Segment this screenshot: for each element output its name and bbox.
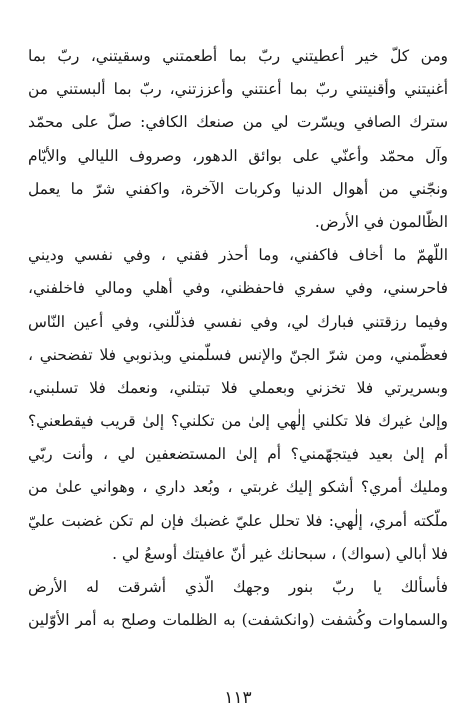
text-line: ونجّني من أهوال الدنيا وكربات الآخرة، واكفني شرّ ما يعمل	[28, 179, 448, 198]
text-line: سترك الصافي ويسّرت لي من صنعك الكافي: صلّ على محمّد	[28, 113, 448, 132]
book-page	[28, 40, 448, 708]
text-line: الظّالمون في الأرض.	[314, 212, 448, 231]
text-line: أم إلىٰ بعيد فيتجهّمني؟ أم إلىٰ المستضعفين لي ، وأنت ربّي	[28, 445, 448, 464]
text-line: ومليك أمري؟ أشكو إليك غربتي ، وبُعد داري ، وهواني علىٰ من	[28, 478, 448, 497]
page-number: ١١٣	[224, 688, 252, 708]
paragraph-1	[28, 40, 448, 239]
text-line: فاحرسني، وفي سفري فاحفظني، وفي أهلي ومالي فاخلفني،	[28, 279, 448, 298]
text-line: والسماوات وكُشفت (وانكشفت) به الظلمات وصلح به أمر الأوّلين	[28, 611, 448, 630]
text-line: وآل محمّد وأعنّي على بوائق الدهور، وصروف الليالي والأيّام	[28, 146, 448, 165]
text-line: اللّهمّ ما أخاف فاكفني، وما أحذر فقني ، وفي نفسي وديني	[28, 246, 448, 265]
text-line: فعظّمني، ومن شرّ الجنّ والإنس فسلّمني وبذنوبي فلا تفضحني ،	[28, 345, 448, 364]
text-line: فلا أبالي (سواك) ، سبحانك غير أنّ عافيتك أوسعُ لي .	[112, 544, 448, 563]
text-line: ومن كلّ خير أعطيتني ربّ بما أطعمتني وسقيتني، ربّ بما	[28, 47, 448, 65]
page-body-text	[28, 40, 448, 637]
text-line: أغنيتني وأقنيتني ربّ بما أعنتني وأعززتني، ربّ بما ألبستني من	[28, 80, 448, 99]
text-line: فأسألك يا ربّ بنور وجهك الّذي أشرقت له الأرض	[28, 578, 448, 596]
text-line: وإلىٰ غيرك فلا تكلني إلٰهي إلىٰ من تكلني؟ إلىٰ قريب فيقطعني؟	[28, 412, 448, 431]
paragraph-3	[28, 571, 448, 637]
paragraph-2	[28, 239, 448, 571]
text-line: ملّكته أمري، إلٰهي: فلا تحلل عليّ غضبك فإن لم تكن غضبت عليّ	[28, 511, 448, 530]
text-line: وفيما رزقتني فبارك لي، وفي نفسي فذلّلني، وفي أعين النّاس	[28, 312, 448, 331]
text-line: وبسريرتي فلا تخزني وبعملي فلا تبتلني، ونعمك فلا تسلبني،	[28, 378, 448, 397]
